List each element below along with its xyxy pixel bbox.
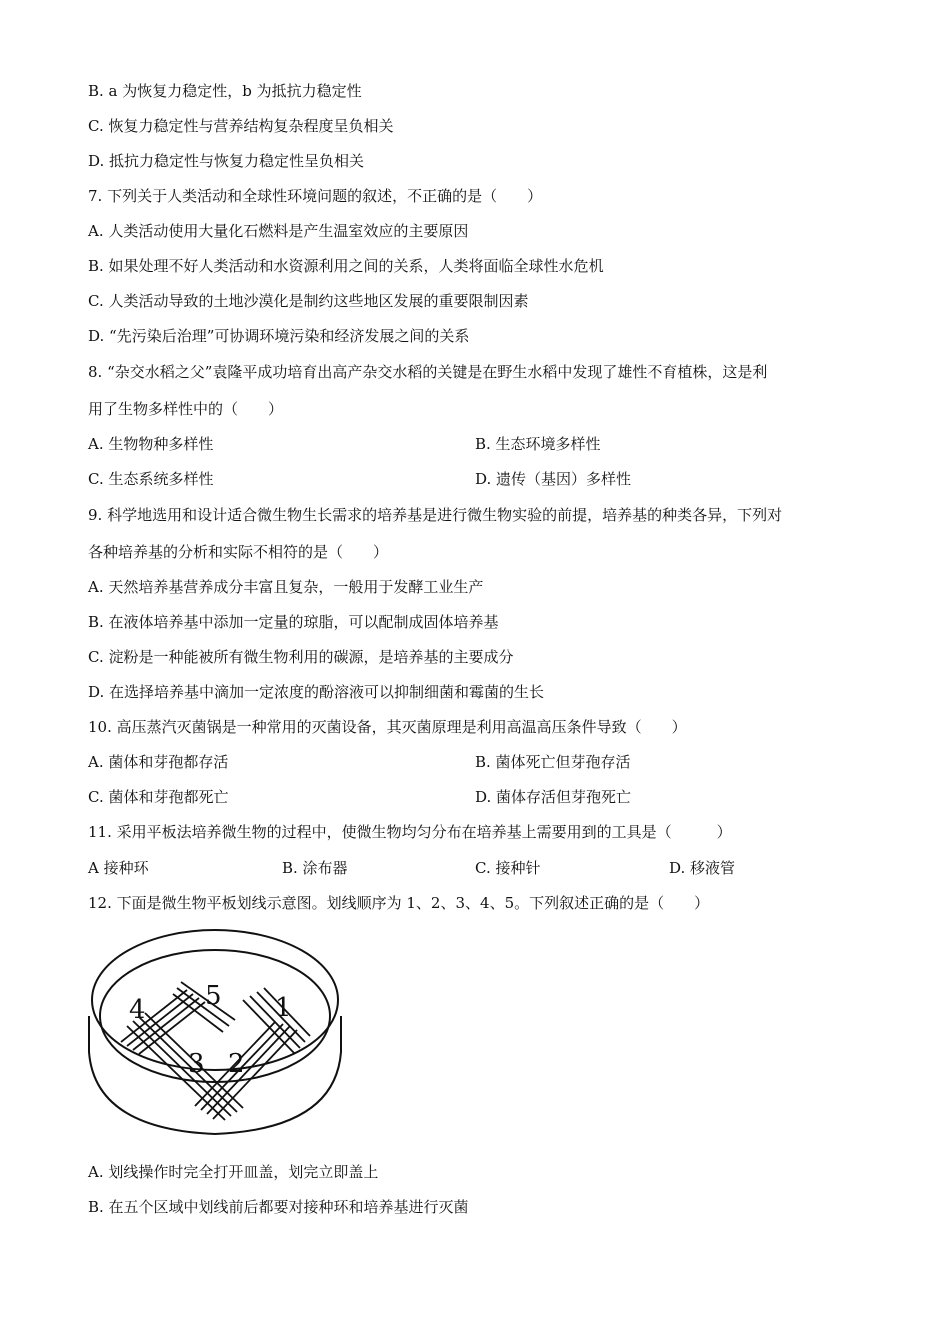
q6-option-c: C. 恢复力稳定性与营养结构复杂程度呈负相关 (88, 117, 394, 135)
q12-option-b: B. 在五个区域中划线前后都要对接种环和培养基进行灭菌 (88, 1198, 469, 1216)
q9-option-a: A. 天然培养基营养成分丰富且复杂，一般用于发酵工业生产 (88, 578, 484, 596)
q10-option-d: D. 菌体存活但芽孢死亡 (475, 788, 632, 806)
q7-option-c: C. 人类活动导致的土地沙漠化是制约这些地区发展的重要限制因素 (88, 292, 529, 310)
q7-option-d: D. “先污染后治理”可协调环境污染和经济发展之间的关系 (88, 327, 470, 345)
q10-option-a: A. 菌体和芽孢都存活 (88, 753, 229, 771)
q11-option-b: B. 涂布器 (282, 859, 348, 877)
streak-label-2: 2 (228, 1049, 245, 1079)
petri-dish-streak-figure (85, 924, 345, 1142)
q11-option-d: D. 移液管 (669, 859, 736, 877)
q10-stem: 10. 高压蒸汽灭菌锅是一种常用的灭菌设备，其灭菌原理是利用高温高压条件导致（ ） (88, 718, 687, 736)
q9-stem-line1: 9. 科学地选用和设计适合微生物生长需求的培养基是进行微生物实验的前提，培养基的种类各异，下列对 (88, 506, 783, 524)
q6-option-d: D. 抵抗力稳定性与恢复力稳定性呈负相关 (88, 152, 365, 170)
streak-label-3: 3 (188, 1049, 205, 1079)
q9-stem-line2: 各种培养基的分析和实际不相符的是（ ） (88, 543, 389, 561)
q9-option-b: B. 在液体培养基中添加一定量的琼脂，可以配制成固体培养基 (88, 613, 499, 631)
q7-option-a: A. 人类活动使用大量化石燃料是产生温室效应的主要原因 (88, 222, 469, 240)
q11-option-a: A 接种环 (88, 859, 149, 877)
q7-stem: 7. 下列关于人类活动和全球性环境问题的叙述，不正确的是（ ） (88, 187, 543, 205)
q8-option-d: D. 遗传（基因）多样性 (475, 470, 632, 488)
q7-option-b: B. 如果处理不好人类活动和水资源利用之间的关系，人类将面临全球性水危机 (88, 257, 604, 275)
q9-option-d: D. 在选择培养基中滴加一定浓度的酚溶液可以抑制细菌和霉菌的生长 (88, 683, 545, 701)
q8-option-c: C. 生态系统多样性 (88, 470, 214, 488)
streak-label-4: 4 (129, 995, 146, 1025)
q8-stem-line2: 用了生物多样性中的（ ） (88, 400, 284, 418)
streak-label-5: 5 (205, 981, 222, 1011)
q10-option-c: C. 菌体和芽孢都死亡 (88, 788, 229, 806)
q11-option-c: C. 接种针 (475, 859, 541, 877)
q8-option-b: B. 生态环境多样性 (475, 435, 601, 453)
q12-option-a: A. 划线操作时完全打开皿盖，划完立即盖上 (88, 1163, 379, 1181)
q12-stem: 12. 下面是微生物平板划线示意图。划线顺序为 1、2、3、4、5。下列叙述正确的是（ ） (88, 894, 710, 912)
q11-stem: 11. 采用平板法培养微生物的过程中，使微生物均匀分布在培养基上需要用到的工具是（ ） (88, 823, 732, 841)
q10-option-b: B. 菌体死亡但芽孢存活 (475, 753, 631, 771)
q8-option-a: A. 生物物种多样性 (88, 435, 214, 453)
streak-label-1: 1 (275, 993, 292, 1023)
q8-stem-line1: 8. “杂交水稻之父”袁隆平成功培育出高产杂交水稻的关键是在野生水稻中发现了雄性不育植株，这是利 (88, 363, 768, 381)
q9-option-c: C. 淀粉是一种能被所有微生物利用的碳源，是培养基的主要成分 (88, 648, 514, 666)
q6-option-b: B. a 为恢复力稳定性，b 为抵抗力稳定性 (88, 82, 362, 100)
